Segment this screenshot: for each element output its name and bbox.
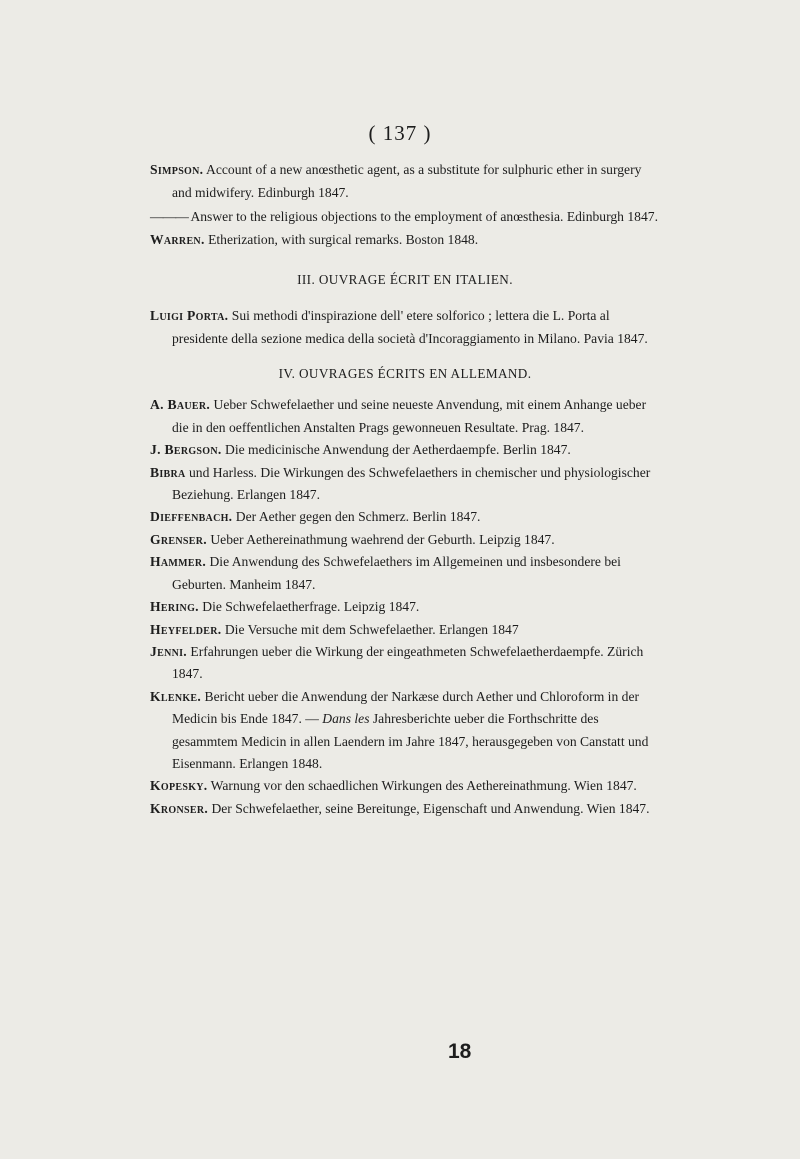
bib-entry-bibra [150,462,660,507]
entry-text: Erfahrungen ueber die Wirkung der eingeathmeten Schwefelaetherdaempfe. Zürich 1847. [172,643,644,682]
section-heading-italian: III. OUVRAGE ÉCRIT EN ITALIEN. [297,271,513,287]
ditto-dash: ——— [150,208,188,224]
entry-text: Etherization, with surgical remarks. Boston 1848. [208,232,479,248]
entry-text: und Harless. Die Wirkungen des Schwefelaethers in chemischer und physiologischer Beziehung. Erlangen 1847. [172,464,651,503]
bib-entry-heyfelder [150,619,660,641]
signature-mark: 18 [448,1040,472,1063]
entry-author: Jenni. [150,643,188,659]
bib-entry-dieffenbach [150,506,660,528]
bib-entry-klenke [150,686,660,776]
entry-text: Ueber Aethereinathmung waehrend der Geburth. Leipzig 1847. [210,531,555,547]
entry-text: Der Schwefelaether, seine Bereitunge, Eigenschaft und Anwendung. Wien 1847. [211,800,650,816]
entry-author: Simpson. [150,162,204,177]
bib-entry-jenni [150,641,660,686]
entry-text: Account of a new anœsthetic agent, as a substitute for sulphuric ether in surgery and midwifery. Edinburgh 1847. [172,162,642,201]
entry-text: Jahresberichte ueber die Forthschritte des gesammtem Medicin in allen Laendern im Jahre 1847, herausgegeben von Canstatt und Eisenmann. Erlangen 1848. [172,711,649,771]
entry-author: Bibra [150,464,186,480]
entry-text: Answer to the religious objections to the employment of anœsthesia. Edinburgh 1847. [190,208,658,224]
entry-text: Warnung vor den schaedlichen Wirkungen des Aethereinathmung. Wien 1847. [210,778,637,794]
entry-text: Der Aether gegen den Schmerz. Berlin 1847. [235,509,481,525]
entry-author: Warren. [150,232,205,248]
entry-italic-note: Dans les [322,711,370,727]
entry-text: Die Versuche mit dem Schwefelaether. Erlangen 1847 [224,621,519,637]
entry-author: Kopesky. [150,778,208,794]
page-number: ( 137 ) [368,121,432,145]
bib-entry-warren [150,228,660,251]
entry-author: A. Bauer. [150,397,211,413]
entry-author: Heyfelder. [150,621,222,637]
entry-text: Die Anwendung des Schwefelaethers im Allgemeinen und insbesondere bei Geburten. Manheim 1847. [172,554,621,592]
section-heading-german: IV. OUVRAGES ÉCRITS EN ALLEMAND. [278,366,532,382]
bib-entry-bauer [150,394,660,439]
bib-entry-simpson-2 [150,205,660,228]
bib-entry-grenser [150,529,660,551]
bib-entry-porta [150,304,660,351]
bib-entry-simpson-1 [150,158,660,205]
entry-author: Grenser. [150,531,207,547]
bibliography [150,158,660,820]
entry-text: Bericht ueber die Anwendung der Narkæse durch Aether und Chloroform in der Medicin bis Ende 1847. — [172,688,640,727]
bib-entry-bergson [150,439,660,461]
entry-text: Die Schwefelaetherfrage. Leipzig 1847. [202,599,420,615]
entry-text: Ueber Schwefelaether und seine neueste Anvendung, mit einem Anhange ueber die in den oeffentlichen Anstalten Prags gewonneuen Resultate. Prag. 1847. [172,397,647,435]
entry-text: Die medicinische Anwendung der Aetherdaempfe. Berlin 1847. [225,442,571,458]
entry-author: J. Bergson. [150,442,222,458]
entry-text: Sui methodi d'inspirazione dell' etere solforico ; lettera die L. Porta al presidente della sezione medica della società d'Incoraggiamento in Milano. Pavia 1847. [172,307,648,347]
entry-author: Hammer. [150,554,207,570]
entry-author: Hering. [150,599,199,615]
entry-author: Dieffenbach. [150,509,233,525]
entry-author: Kronser. [150,800,209,816]
bib-entry-kronser [150,798,660,820]
bib-entry-hammer [150,551,660,596]
bib-entry-kopesky [150,775,660,797]
bib-entry-hering [150,596,660,618]
entry-author: Luigi Porta. [150,307,229,323]
entry-author: Klenke. [150,688,202,704]
